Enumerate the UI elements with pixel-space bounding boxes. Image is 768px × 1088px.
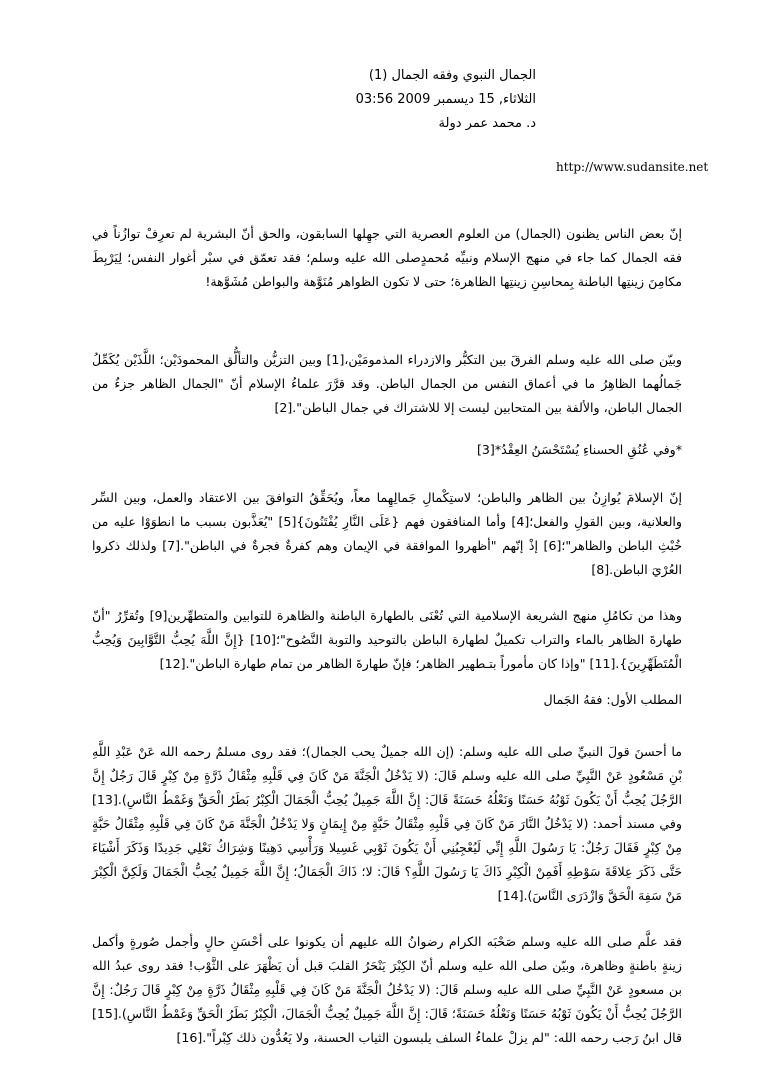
paragraph-balance: وبيّن صلى الله عليه وسلم الفرقَ بين التكبُّر والازدراء المذمومَيْن،[1] وبين التزيُّن والتألُّق المحمودَيْن؛ اللَّذَيْن يُكَمِّلُ جَمالُهما الظاهِرُ ما في أعماق النفس من الجمال الباطن. وقد قرَّرَ علماءُ الإسلام أنّ "الجمال الظاهر جزءٌ من الجمال الباطن، والألفة بين المتحابين ليست إلا للاشتراك في جمال الباطن".[2] (92, 352, 682, 415)
article-title: الجمال النبوي وفقه الجمال (1) (368, 68, 536, 83)
source-url[interactable]: http://www.sudansite.net (556, 160, 709, 174)
paragraph-hadith-2: فقد علَّم صلى الله عليه وسلم صَحْبَه الكرام رضوانُ الله عليهم أن يكونوا على أحْسَنِ حالٍ وأجمل صُورةٍ وأكمل زينةٍ باطنةٍ وظاهرة، وبيّن صلى الله عليه وسلم أنّ الكِبْرَ يَنْحَرُ القلبَ قبل أن يَظْهَرَ على الثَّوْب! فقد روى عبدُ الله بن مسعودٍ عَنْ النَّبِيِّ صلى الله عليه وسلم قَالَ: (لا يَدْخُلُ الْجَنَّةَ مَنْ كَانَ فِي قَلْبِهِ مِثْقَالُ ذَرَّةٍ مِنْ كِبْرٍ قَالَ رَجُلٌ: إِنَّ الرَّجُلَ يُحِبُّ أَنْ يَكُونَ ثَوْبُهُ حَسَنًا وَنَعْلُهُ حَسَنَةً؛ قَالَ: إِنَّ اللَّهَ جَمِيلٌ يُحِبُّ الْجَمَالَ، الْكِبْرُ بَطَرُ الْحَقِّ وَغَمْطُ النَّاسِ).[15] قال ابنُ رَجب رحمه الله: "لم يزلْ علماءُ السلف يلبسون الثياب الحسنة، ولا يَعُدُّون ذلك كِبْراً".[16] (92, 934, 682, 1045)
article-header (356, 64, 536, 136)
paragraph-hadith-1: ما أحسنَ قولَ النبيِّ صلى الله عليه وسلم: (إن الله جميلٌ يحب الجمال)؛ فقد روى مسلمٌ رحمه الله عَنْ عَبْدِ اللَّهِ بْنِ مَسْعُودٍ عَنْ النَّبِيِّ صلى الله عليه وسلم قَالَ: (لا يَدْخُلُ الْجَنَّةَ مَنْ كَانَ فِي قَلْبِهِ مِثْقَالُ ذَرَّةٍ مِنْ كِبْرٍ قَالَ رَجُلٌ إِنَّ الرَّجُلَ يُحِبُّ أَنْ يَكُونَ ثَوْبُهُ حَسَنًا وَنَعْلُهُ حَسَنَةً قَالَ: إِنَّ اللَّهَ جَمِيلٌ يُحِبُّ الْجَمَالَ الْكِبْرُ بَطَرُ الْحَقِّ وَغَمْطُ النَّاسِ).[13] وفي مسند أحمد: (لا يَدْخُلُ النَّارَ مَنْ كَانَ فِي قَلْبِهِ مِثْقَالُ حَبَّةٍ مِنْ إِيمَانٍ وَلا يَدْخُلُ الْجَنَّةَ مَنْ كَانَ فِي قَلْبِهِ مِثْقَالُ حَبَّةٍ مِنْ كِبْرٍ فَقَالَ رَجُلٌ: يَا رَسُولَ اللَّهِ إِنِّي لَيُعْجِبُنِي أَنْ يَكُونَ ثَوْبِي غَسِيلا وَرَأْسِي دَهِينًا وَشِرَاكُ نَعْلِي جَدِيدًا وَذَكَرَ أَشْيَاءَ حَتَّى ذَكَرَ عِلاقَةَ سَوْطِهِ أَفَمِنْ الْكِبْرِ ذَاكَ يَا رَسُولَ اللَّهِ؟ قَالَ: لا؛ ذَاكَ الْجَمَالُ؛ إِنَّ اللَّهَ جَمِيلٌ يُحِبُّ الْجَمَالَ وَلَكِنَّ الْكِبْرَ مَنْ سَفِهَ الْحَقَّ وَازْدَرَى النَّاسَ).[14] (92, 744, 682, 903)
paragraph-purity: وهذا من تكامُلِ منهج الشريعة الإسلامية التي تُعْنَى بالطهارة الباطنة والظاهرة للتوابين والمتطهِّرين[9] وتُقرِّرُ "أنّ طهارةَ الظاهر بالماء والتراب تكميلٌ لطهارة الباطن بالتوحيد والتوبة النَّصُوح"؛[10] {إِنَّ اللَّهَ يُحِبُّ التَّوَّابِينَ وَيُحِبُّ الْمُتَطَهِّرِينَ}.[11] "وإذا كان مأموراً بتـطهير الظاهر؛ فإنّ طهارةَ الظاهر من تمام طهارة الباطن".[12] (92, 608, 682, 671)
article-date: الثلاثاء, 15 ديسمبر 2009 03:56 (355, 92, 536, 107)
article-author: د. محمد عمر دولة (438, 116, 536, 131)
paragraph-inner-outer: إنّ الإسلامَ يُوازِنُ بين الظاهر والباطن؛ لاستِكْمالِ جَمالِهِما معاً، ويُحَقِّقُ التوافقَ بين الاعتقاد والعمل، وبين السِّر والعلانية، وبين القولِ والفعل؛[4] وأما المنافقون فهم {عَلَى النَّارِ يُفْتَنُونَ}[5] "يُعَذَّبون بسبب ما انطوَوْا عليه من خُبْثِ الباطن والظاهر"؛[6] إذْ إنّهم "أظهروا الموافقة في الإيمان وهم كفرةٌ فجرةٌ في الباطن".[7] ولذلك ذكروا العُرْيَ الباطن.[8] (92, 490, 683, 577)
paragraph-verse: *وفي عُنُقِ الحسناءِ يُسْتَحْسَنُ العِقْدُ*[3] (476, 442, 682, 457)
paragraph-intro: إنّ بعض الناس يظنون (الجمال) من العلوم العصرية التي جهِلها السابقون، والحق أنّ البشرية لم تعرِفْ توازُناً في فقه الجمال كما جاء في منهج الإسلام ونبيِّه مُحمدٍصلى الله عليه وسلم؛ فقد تعمّق في سبْر أغوار النفس؛ لِيَرْبِطَ مكامِنَ زينتِها الباطنة بِمحاسِنِ زينتِها الظاهرة؛ حتى لا تكون الظواهر مُنَوَّهة والبواطن مُشَوَّهة! (92, 226, 682, 289)
section-heading: المطلب الأول: فقهُ الجَمال (543, 692, 682, 707)
